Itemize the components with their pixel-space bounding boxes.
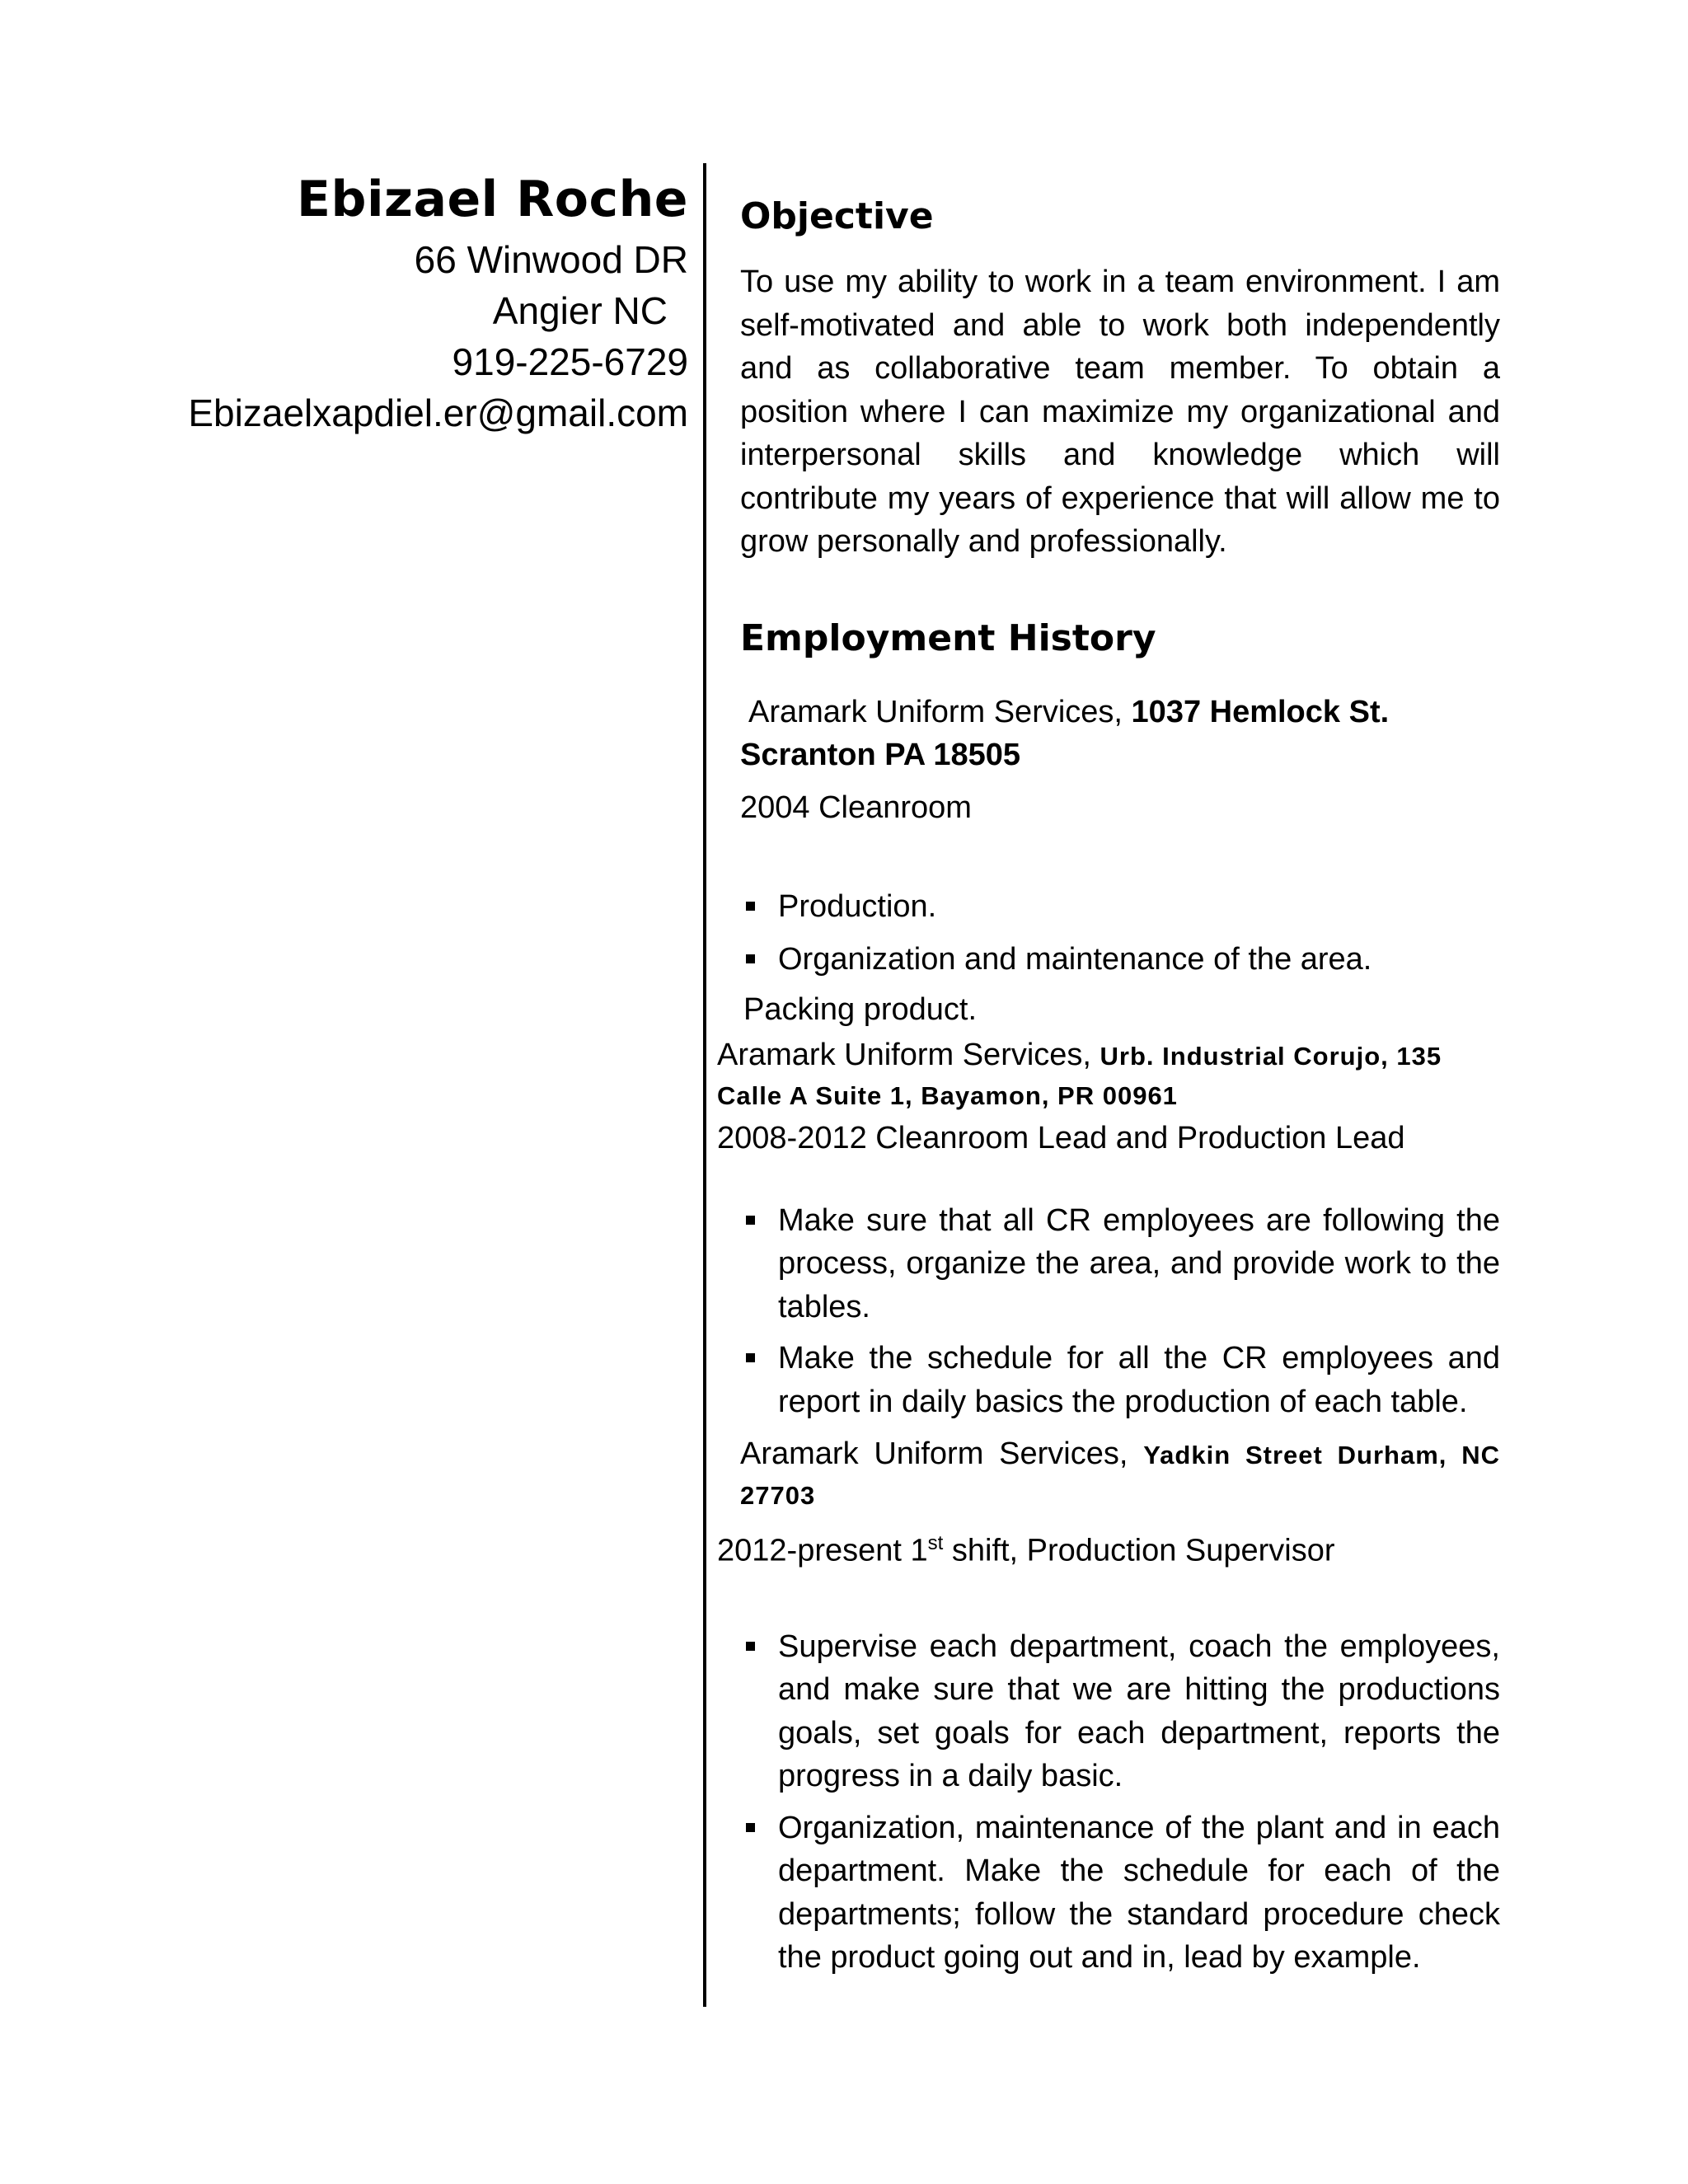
duty-item: Make the schedule for all the CR employees and report in daily basics the production of each table.	[740, 1337, 1500, 1423]
candidate-name: Ebizael Roche	[297, 171, 688, 228]
employment-section	[717, 612, 1501, 1980]
job-address-line1: 1037 Hemlock St.	[1131, 694, 1390, 729]
job-role-ordinal: st	[927, 1532, 944, 1554]
job-role	[717, 1522, 1500, 1572]
job-role-start: 2012-present 1	[717, 1533, 928, 1568]
duty-item: Organization and maintenance of the area.	[740, 938, 1500, 982]
objective-text: To use my ability to work in a team environment. I am self-motivated and able to work both independently and as collaborative team member. To obtain a position where I can maximize my organizational and interpersonal skills and knowledge which will contribute my years of experience that will allow me to grow personally and professionally.	[740, 265, 1500, 559]
job-role: 2008-2012 Cleanroom Lead and Production Lead	[717, 1120, 1405, 1155]
job-address-line2: Scranton PA 18505	[740, 737, 1021, 772]
job-address-line1: Urb. Industrial Corujo, 135	[1100, 1041, 1442, 1071]
phone-number: 919-225-6729	[452, 340, 688, 383]
email-address: Ebizaelxapdiel.er@gmail.com	[188, 391, 688, 434]
job-address-line2: Calle A Suite 1, Bayamon, PR 00961	[717, 1080, 1178, 1110]
job-entry	[717, 1036, 1500, 1424]
job-entry	[717, 1432, 1501, 1980]
job-extra-duty: Packing product.	[743, 991, 978, 1027]
job-company: Aramark Uniform Services,	[748, 694, 1123, 729]
job-company: Aramark Uniform Services,	[740, 1436, 1128, 1471]
contact-block	[188, 165, 688, 438]
job-duties	[740, 1199, 1500, 1424]
duty-item: Make sure that all CR employees are following the process, organize the area, and provide work to the tables.	[740, 1199, 1500, 1329]
duty-item: Organization, maintenance of the plant and in each department. Make the schedule for each of the departments; follow the standard procedure check the product going out and in, lead by example.	[740, 1807, 1500, 1980]
duty-item: Supervise each department, coach the employees, and make sure that we are hitting the productions goals, set goals for each department, reports the progress in a daily basic.	[740, 1625, 1500, 1798]
duty-item: Production.	[740, 885, 1500, 929]
employment-heading: Employment History	[740, 616, 1156, 659]
job-company: Aramark Uniform Services,	[717, 1037, 1091, 1072]
job-employer	[717, 1036, 1500, 1113]
address-line: 66 Winwood DR	[414, 238, 688, 281]
job-role: 2004 Cleanroom	[740, 790, 972, 825]
job-address-line1: Yadkin Street Durham, NC	[1143, 1441, 1501, 1469]
job-employer-cont	[740, 1478, 1500, 1512]
objective-heading: Objective	[740, 195, 934, 237]
city-line: Angier NC	[492, 289, 668, 332]
job-address-line2: 27703	[740, 1481, 816, 1510]
job-duties	[740, 1625, 1500, 1980]
job-duties	[740, 885, 1500, 982]
main-content	[717, 190, 1501, 1980]
objective-section	[740, 190, 1500, 564]
job-role-end: shift, Production Supervisor	[943, 1533, 1335, 1568]
job-employer	[740, 1432, 1500, 1478]
column-divider	[703, 163, 706, 2007]
job-employer	[740, 691, 1500, 776]
job-entry	[740, 691, 1500, 1031]
